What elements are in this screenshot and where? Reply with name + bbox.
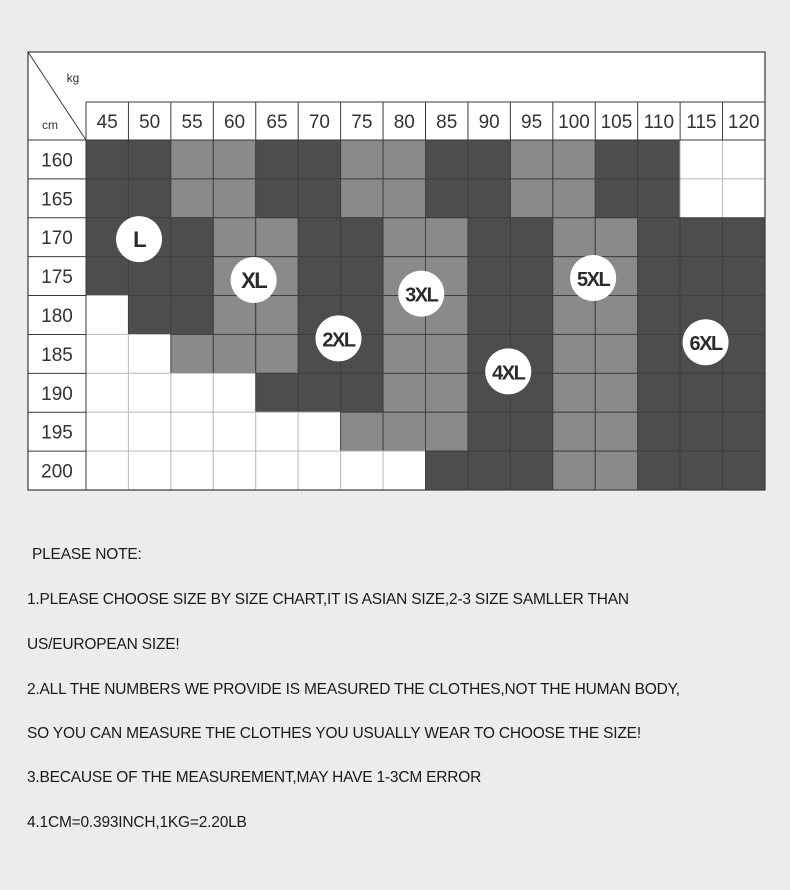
weight-tick-label: 65 bbox=[266, 112, 288, 133]
chart-cell bbox=[86, 296, 128, 335]
chart-cell bbox=[553, 373, 595, 412]
chart-cell bbox=[680, 373, 722, 412]
note-1b: US/EUROPEAN SIZE! bbox=[27, 636, 180, 653]
chart-cell bbox=[638, 257, 680, 296]
chart-cell bbox=[298, 179, 340, 218]
chart-cell bbox=[426, 373, 468, 412]
chart-cell bbox=[256, 373, 298, 412]
chart-cell bbox=[510, 451, 552, 490]
chart-cell bbox=[213, 218, 255, 257]
chart-cell bbox=[723, 140, 765, 179]
weight-tick-label: 75 bbox=[351, 112, 373, 133]
height-tick-label: 190 bbox=[41, 383, 73, 405]
chart-cell bbox=[680, 179, 722, 218]
height-tick-label: 180 bbox=[41, 306, 73, 327]
chart-cell bbox=[171, 373, 213, 412]
chart-cell bbox=[341, 179, 383, 218]
height-tick-label: 200 bbox=[41, 461, 73, 483]
weight-tick-label: 95 bbox=[521, 112, 543, 133]
chart-cell bbox=[298, 257, 340, 296]
note-3: 3.BECAUSE OF THE MEASUREMENT,MAY HAVE 1-3CM ERROR bbox=[27, 769, 482, 786]
chart-cell bbox=[426, 140, 468, 179]
chart-cell bbox=[468, 451, 510, 490]
chart-cell bbox=[213, 179, 255, 218]
weight-tick-label: 55 bbox=[181, 112, 203, 133]
chart-cell bbox=[468, 412, 510, 451]
weight-tick-label: 45 bbox=[96, 112, 118, 133]
chart-cell bbox=[86, 140, 128, 179]
chart-cell bbox=[213, 334, 255, 373]
chart-cell bbox=[638, 373, 680, 412]
chart-cell bbox=[426, 451, 468, 490]
chart-cell bbox=[213, 451, 255, 490]
chart-cell bbox=[510, 257, 552, 296]
chart-cell bbox=[638, 140, 680, 179]
weight-tick-label: 50 bbox=[139, 112, 161, 133]
chart-cell bbox=[213, 140, 255, 179]
chart-cell bbox=[680, 257, 722, 296]
chart-cell bbox=[426, 179, 468, 218]
chart-cell bbox=[86, 373, 128, 412]
chart-cell bbox=[86, 451, 128, 490]
chart-cell bbox=[171, 257, 213, 296]
chart-cell bbox=[86, 334, 128, 373]
chart-cell bbox=[256, 218, 298, 257]
chart-cell bbox=[298, 412, 340, 451]
chart-cell bbox=[383, 412, 425, 451]
chart-cell bbox=[468, 140, 510, 179]
chart-cell bbox=[86, 179, 128, 218]
weight-tick-label: 90 bbox=[478, 112, 500, 133]
chart-cell bbox=[510, 296, 552, 335]
chart-cell bbox=[383, 373, 425, 412]
chart-cell bbox=[426, 218, 468, 257]
chart-cell bbox=[595, 334, 637, 373]
chart-cell bbox=[595, 451, 637, 490]
height-tick-label: 165 bbox=[41, 189, 73, 211]
chart-cell bbox=[298, 373, 340, 412]
chart-cell bbox=[723, 218, 765, 257]
chart-cell bbox=[383, 334, 425, 373]
weight-tick-label: 115 bbox=[686, 112, 717, 133]
chart-cell bbox=[595, 412, 637, 451]
unit-label-cm: cm bbox=[42, 118, 58, 132]
chart-cell bbox=[128, 179, 170, 218]
size-badge-label: XL bbox=[241, 268, 267, 293]
chart-cell bbox=[298, 140, 340, 179]
height-tick-label: 185 bbox=[41, 344, 73, 366]
chart-cell bbox=[171, 412, 213, 451]
chart-cell bbox=[723, 296, 765, 335]
chart-cell bbox=[256, 140, 298, 179]
chart-cell bbox=[341, 451, 383, 490]
height-tick-label: 195 bbox=[41, 422, 73, 444]
chart-cell bbox=[723, 179, 765, 218]
chart-cell bbox=[298, 218, 340, 257]
height-tick-label: 175 bbox=[41, 267, 73, 289]
weight-tick-label: 85 bbox=[436, 112, 458, 133]
size-badge-label: 5XL bbox=[577, 269, 610, 292]
chart-cell bbox=[171, 451, 213, 490]
chart-cell bbox=[638, 179, 680, 218]
chart-cell bbox=[553, 296, 595, 335]
chart-cell bbox=[680, 451, 722, 490]
chart-cell bbox=[510, 140, 552, 179]
chart-cell bbox=[128, 373, 170, 412]
height-tick-label: 170 bbox=[41, 228, 73, 250]
chart-cell bbox=[510, 412, 552, 451]
chart-cell bbox=[128, 140, 170, 179]
chart-cell bbox=[553, 218, 595, 257]
chart-cell bbox=[341, 412, 383, 451]
weight-tick-label: 105 bbox=[600, 112, 633, 133]
chart-cell bbox=[128, 257, 170, 296]
chart-cell bbox=[553, 334, 595, 373]
chart-cell bbox=[341, 140, 383, 179]
chart-cell bbox=[595, 218, 637, 257]
chart-cell bbox=[383, 218, 425, 257]
chart-cell bbox=[383, 451, 425, 490]
weight-tick-label: 70 bbox=[308, 112, 330, 133]
chart-cell bbox=[383, 140, 425, 179]
chart-cell bbox=[426, 412, 468, 451]
size-badge-label: 3XL bbox=[405, 284, 438, 307]
size-badge-label: L bbox=[133, 227, 146, 253]
chart-cell bbox=[171, 140, 213, 179]
chart-cell bbox=[723, 373, 765, 412]
chart-cell bbox=[341, 257, 383, 296]
chart-cell bbox=[723, 334, 765, 373]
chart-cell bbox=[638, 412, 680, 451]
chart-cell bbox=[213, 412, 255, 451]
chart-cell bbox=[553, 179, 595, 218]
chart-cell bbox=[595, 179, 637, 218]
chart-cell bbox=[468, 257, 510, 296]
chart-cell bbox=[553, 451, 595, 490]
chart-cell bbox=[341, 218, 383, 257]
chart-cell bbox=[680, 412, 722, 451]
chart-cell bbox=[86, 412, 128, 451]
note-2b: SO YOU CAN MEASURE THE CLOTHES YOU USUALLY WEAR TO CHOOSE THE SIZE! bbox=[27, 725, 641, 742]
chart-cell bbox=[171, 334, 213, 373]
chart-cell bbox=[638, 218, 680, 257]
chart-cell bbox=[256, 412, 298, 451]
chart-cell bbox=[638, 334, 680, 373]
chart-cell bbox=[128, 334, 170, 373]
chart-cell bbox=[171, 296, 213, 335]
chart-cell bbox=[256, 179, 298, 218]
weight-tick-label: 80 bbox=[393, 112, 415, 133]
chart-cell bbox=[468, 218, 510, 257]
weight-tick-label: 60 bbox=[223, 112, 246, 133]
chart-cell bbox=[171, 218, 213, 257]
chart-cell bbox=[128, 412, 170, 451]
note-1a: 1.PLEASE CHOOSE SIZE BY SIZE CHART,IT IS ASIAN SIZE,2-3 SIZE SAMLLER THAN bbox=[27, 591, 629, 608]
chart-cell bbox=[553, 140, 595, 179]
notes-heading: PLEASE NOTE: bbox=[32, 546, 142, 563]
unit-label-kg: kg bbox=[66, 71, 80, 85]
chart-cell bbox=[86, 257, 128, 296]
chart-cell bbox=[595, 373, 637, 412]
chart-cell bbox=[256, 334, 298, 373]
chart-cell bbox=[468, 179, 510, 218]
chart-cell bbox=[638, 451, 680, 490]
chart-cell bbox=[510, 179, 552, 218]
chart-cell bbox=[128, 296, 170, 335]
chart-cell bbox=[213, 373, 255, 412]
chart-cell bbox=[723, 412, 765, 451]
chart-cell bbox=[128, 451, 170, 490]
chart-cell bbox=[595, 140, 637, 179]
chart-cell bbox=[723, 257, 765, 296]
chart-cell bbox=[468, 296, 510, 335]
height-tick-label: 160 bbox=[41, 150, 73, 172]
note-4: 4.1CM=0.393INCH,1KG=2.20LB bbox=[27, 814, 247, 831]
chart-cell bbox=[680, 140, 722, 179]
size-badge-label: 4XL bbox=[492, 362, 525, 385]
chart-cell bbox=[595, 296, 637, 335]
chart-cell bbox=[426, 334, 468, 373]
chart-cell bbox=[341, 373, 383, 412]
chart-cell bbox=[638, 296, 680, 335]
chart-cell bbox=[723, 451, 765, 490]
chart-cell bbox=[171, 179, 213, 218]
chart-cell bbox=[256, 451, 298, 490]
size-badge-label: 6XL bbox=[689, 333, 722, 356]
chart-cell bbox=[510, 218, 552, 257]
chart-cell bbox=[680, 218, 722, 257]
chart-cell bbox=[383, 179, 425, 218]
weight-tick-label: 120 bbox=[727, 112, 760, 133]
size-badge-label: 2XL bbox=[322, 329, 355, 352]
chart-cell bbox=[553, 412, 595, 451]
chart-cell bbox=[256, 296, 298, 335]
weight-tick-label: 100 bbox=[558, 112, 590, 133]
note-2a: 2.ALL THE NUMBERS WE PROVIDE IS MEASURED THE CLOTHES,NOT THE HUMAN BODY, bbox=[27, 681, 680, 698]
weight-tick-label: 110 bbox=[643, 112, 675, 133]
chart-cell bbox=[298, 451, 340, 490]
